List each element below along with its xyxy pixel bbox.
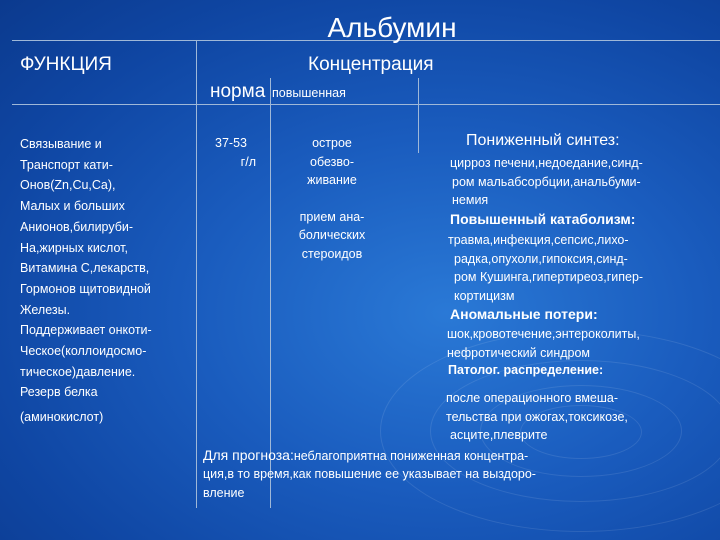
list-item: Витамина С,лекарств, (20, 261, 150, 276)
list-item: Ческое(коллоидосмо- (20, 344, 147, 359)
losses-list: шок,кровотечение,энтероколиты, нефротический синдром (447, 327, 640, 360)
list-item: Анионов,билируби- (20, 219, 134, 234)
distribution-list: после операционного вмеша- тельства при ожогах,токсикозе, асците,плеврите (446, 391, 628, 442)
norm-value: 37-53 г/л (215, 136, 256, 169)
synthesis-list: цирроз печени,недоедание,синд- ром мальабсорбции,анальбуми- немия (450, 156, 643, 207)
prognosis-prefix: Для прогноза: (203, 447, 294, 463)
list-item: тическое)давление. (20, 364, 136, 379)
increased-header: повышенная (272, 86, 346, 100)
distribution-heading: Патолог. распределение: (448, 363, 604, 377)
function-list (20, 134, 152, 428)
list-item: На,жирных кислот, (20, 240, 128, 255)
catabolism-list: травма,инфекция,сепсис,лихо- радка,опухоли,гипоксия,синд- ром Кушинга,гипертиреоз,гипер- кортицизм (448, 233, 644, 303)
losses-heading: Аномальные потери: (450, 306, 598, 322)
list-item: Онов(Zn,Cu,Ca), (20, 178, 116, 193)
increased-causes: острое обезво- живание прием ана- болических стероидов (298, 136, 366, 261)
list-item: Малых и больших (20, 199, 125, 214)
list-item: Связывание и (20, 137, 102, 151)
list-item: Резерв белка (20, 385, 98, 400)
list-item: Железы. (20, 302, 71, 317)
prognosis-note: Для прогноза:неблагоприятна пониженная концентра- ция,в то время,как повышение ее указывает на выздоро- вление (203, 447, 536, 500)
list-item: Поддерживает онкоти- (20, 323, 152, 338)
page-title: Альбумин (327, 12, 457, 43)
list-item: (аминокислот) (20, 410, 104, 425)
list-item: Гормонов щитовидной (20, 281, 151, 296)
synthesis-heading: Пониженный синтез: (466, 132, 620, 149)
concentration-header: Концентрация (308, 54, 434, 75)
function-header: ФУНКЦИЯ (20, 54, 112, 75)
list-item: Транспорт кати- (20, 157, 113, 172)
catabolism-heading: Повышенный катаболизм: (450, 211, 636, 227)
norm-header: норма (210, 81, 266, 102)
